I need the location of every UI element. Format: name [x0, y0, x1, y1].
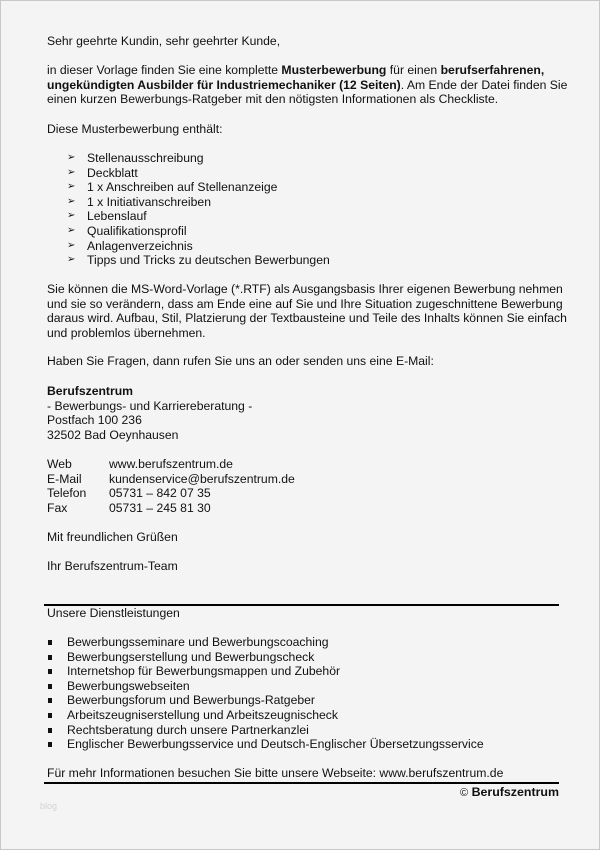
square-bullet-icon	[48, 698, 52, 703]
square-bullet-icon	[48, 728, 52, 733]
company-postbox: Postfach 100 236	[47, 413, 142, 428]
list-item-label: Tipps und Tricks zu deutschen Bewerbungen	[87, 253, 330, 268]
arrow-bullet-icon: ➢	[67, 166, 76, 178]
phone-number: 05731 – 842 07 35	[109, 486, 211, 501]
intro-paragraph	[47, 63, 577, 107]
list-item	[67, 195, 330, 210]
square-bullet-icon	[48, 684, 52, 689]
company-address	[47, 384, 252, 442]
list-item-label: 1 x Anschreiben auf Stellenanzeige	[87, 180, 278, 195]
list-item	[47, 737, 484, 752]
list-item	[67, 224, 330, 239]
list-item	[67, 180, 330, 195]
list-item	[47, 723, 484, 738]
copyright	[460, 785, 559, 801]
contact-row-email	[47, 472, 295, 487]
intro-text: für einen	[386, 63, 441, 77]
web-link[interactable]: www.berufszentrum.de	[109, 457, 233, 471]
company-name: Berufszentrum	[47, 384, 134, 398]
list-item-label: Stellenausschreibung	[87, 151, 204, 165]
contact-label: E-Mail	[47, 471, 82, 486]
list-item-label: Bewerbungsseminare und Bewerbungscoaching	[67, 635, 329, 649]
arrow-bullet-icon: ➢	[67, 181, 76, 193]
intro-text: . Am Ende der Datei finden Sie einen kurzen Bewerbungs-Ratgeber mit den nötigsten Informationen als Checkliste.	[47, 77, 568, 107]
watermark: blog	[40, 801, 58, 811]
square-bullet-icon	[48, 640, 52, 645]
contact-label: Fax	[47, 500, 68, 515]
list-item-label: Bewerbungserstellung und Bewerbungscheck	[67, 649, 315, 664]
arrow-bullet-icon: ➢	[67, 254, 76, 266]
list-item-label: Arbeitszeugniserstellung und Arbeitszeugnischeck	[67, 707, 338, 722]
contact-label: Telefon	[47, 486, 87, 501]
list-item	[47, 679, 484, 694]
list-item-label: Rechtsberatung durch unsere Partnerkanzlei	[67, 722, 309, 737]
square-bullet-icon	[48, 655, 52, 660]
fax-number: 05731 – 245 81 30	[109, 500, 211, 515]
arrow-bullet-icon: ➢	[67, 224, 76, 236]
services-list	[47, 635, 484, 752]
contact-block	[47, 457, 295, 515]
contact-row-fax	[47, 501, 295, 516]
list-item	[47, 635, 484, 650]
list-item-label: Bewerbungswebseiten	[67, 678, 190, 693]
copyright-icon: ©	[460, 787, 469, 799]
list-item	[47, 693, 484, 708]
square-bullet-icon	[48, 742, 52, 747]
arrow-bullet-icon: ➢	[67, 239, 76, 251]
list-item	[67, 209, 330, 224]
arrow-bullet-icon: ➢	[67, 195, 76, 207]
greeting: Sehr geehrte Kundin, sehr geehrter Kunde,	[47, 34, 281, 48]
list-item-label: Lebenslauf	[87, 209, 147, 224]
square-bullet-icon	[48, 713, 52, 718]
arrow-bullet-icon: ➢	[67, 210, 76, 222]
questions-text: Haben Sie Fragen, dann rufen Sie uns an oder senden uns eine E-Mail:	[47, 354, 434, 368]
list-item-label: Englischer Bewerbungsservice und Deutsch-Englischer Übersetzungsservice	[67, 737, 484, 752]
list-item-label: Deckblatt	[87, 165, 138, 180]
list-item-label: Qualifikationsprofil	[87, 223, 187, 238]
copyright-name: Berufszentrum	[471, 785, 559, 799]
list-item	[47, 708, 484, 723]
list-item	[67, 166, 330, 181]
contents-list	[67, 151, 330, 268]
company-city: 32502 Bad Oeynhausen	[47, 427, 179, 442]
intro-bold-template: Musterbewerbung	[281, 63, 387, 77]
more-info-text: Für mehr Informationen besuchen Sie bitte unsere Webseite: www.berufszentrum.de	[47, 766, 504, 780]
list-item-label: Bewerbungsforum und Bewerbungs-Ratgeber	[67, 693, 315, 708]
list-item	[67, 253, 330, 268]
signature: Ihr Berufszentrum-Team	[47, 559, 178, 573]
divider	[44, 782, 559, 784]
closing-text: Mit freundlichen Grüßen	[47, 530, 178, 544]
list-item-label: Internetshop für Bewerbungsmappen und Zubehör	[67, 664, 341, 679]
company-tagline: - Bewerbungs- und Karriereberatung -	[47, 398, 253, 413]
arrow-bullet-icon: ➢	[67, 152, 76, 163]
email-link[interactable]: kundenservice@berufszentrum.de	[109, 471, 295, 486]
list-item	[67, 151, 330, 166]
services-heading: Unsere Dienstleistungen	[47, 606, 180, 620]
contents-heading: Diese Musterbewerbung enthält:	[47, 122, 223, 136]
contact-row-phone	[47, 486, 295, 501]
intro-text: in dieser Vorlage finden Sie eine komplette	[47, 63, 282, 77]
list-item-label: Anlagenverzeichnis	[87, 238, 193, 253]
contact-row-web	[47, 457, 295, 472]
intro-bold-position: berufserfahrenen, ungekündigten Ausbilder für Industriemechaniker (12 Seiten)	[47, 63, 545, 92]
contact-label: Web	[47, 457, 72, 471]
square-bullet-icon	[48, 669, 52, 674]
list-item	[47, 650, 484, 665]
usage-paragraph: Sie können die MS-Word-Vorlage (*.RTF) als Ausgangsbasis Ihrer eigenen Bewerbung nehmen und sie so verändern, dass am Ende eine auf Sie und Ihre Situation zugeschnittene Bewerbung daraus wird. Aufbau, Stil, Platzierung der Textbausteine und Teile des Inhalts können Sie einfach und problemlos übernehmen.	[47, 282, 567, 340]
list-item	[47, 664, 484, 679]
list-item	[67, 239, 330, 254]
list-item-label: 1 x Initiativanschreiben	[87, 194, 211, 209]
